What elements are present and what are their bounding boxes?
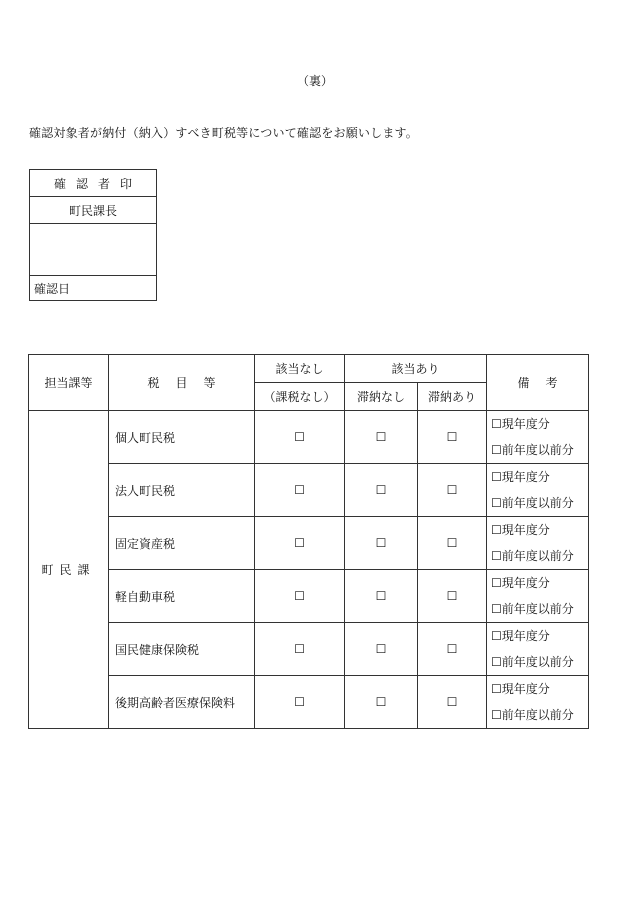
tax-name: 個人町民税 xyxy=(109,411,255,464)
no-arrears-checkbox[interactable]: ☐ xyxy=(345,464,418,517)
remarks-cell xyxy=(487,411,589,464)
not-applicable-checkbox[interactable]: ☐ xyxy=(255,623,345,676)
prior-years-checkbox[interactable]: ☐前年度以前分 xyxy=(491,655,574,669)
arrears-checkbox[interactable]: ☐ xyxy=(418,676,487,729)
intro-text: 確認対象者が納付（納入）すべき町税等について確認をお願いします。 xyxy=(29,126,418,140)
tax-name: 国民健康保険税 xyxy=(109,623,255,676)
header-no-arrears: 滞納なし xyxy=(345,383,418,411)
arrears-checkbox[interactable]: ☐ xyxy=(418,517,487,570)
remarks-cell xyxy=(487,623,589,676)
no-arrears-checkbox[interactable]: ☐ xyxy=(345,676,418,729)
department-cell: 町民課 xyxy=(29,411,109,729)
current-year-checkbox[interactable]: ☐現年度分 xyxy=(491,417,550,431)
not-applicable-checkbox[interactable]: ☐ xyxy=(255,517,345,570)
arrears-checkbox[interactable]: ☐ xyxy=(418,464,487,517)
current-year-checkbox[interactable]: ☐現年度分 xyxy=(491,682,550,696)
tax-name: 軽自動車税 xyxy=(109,570,255,623)
no-arrears-checkbox[interactable]: ☐ xyxy=(345,623,418,676)
remarks-cell xyxy=(487,517,589,570)
header-department: 担当課等 xyxy=(29,355,109,411)
prior-years-checkbox[interactable]: ☐前年度以前分 xyxy=(491,708,574,722)
header-remarks: 備考 xyxy=(487,355,589,411)
not-applicable-checkbox[interactable]: ☐ xyxy=(255,676,345,729)
tax-name: 固定資産税 xyxy=(109,517,255,570)
tax-status-table xyxy=(28,354,589,729)
table-row xyxy=(29,464,589,517)
header-applicable: 該当あり xyxy=(345,355,487,383)
tax-name: 法人町民税 xyxy=(109,464,255,517)
back-side-marker: （裏） xyxy=(296,74,333,88)
not-applicable-checkbox[interactable]: ☐ xyxy=(255,570,345,623)
header-arrears: 滞納あり xyxy=(418,383,487,411)
arrears-checkbox[interactable]: ☐ xyxy=(418,623,487,676)
current-year-checkbox[interactable]: ☐現年度分 xyxy=(491,470,550,484)
table-row xyxy=(29,623,589,676)
confirmer-stamp-box xyxy=(29,169,157,301)
current-year-checkbox[interactable]: ☐現年度分 xyxy=(491,523,550,537)
remarks-cell xyxy=(487,676,589,729)
current-year-checkbox[interactable]: ☐現年度分 xyxy=(491,629,550,643)
header-no-taxation: （課税なし） xyxy=(255,383,345,411)
table-row xyxy=(29,411,589,464)
not-applicable-checkbox[interactable]: ☐ xyxy=(255,411,345,464)
header-tax-item: 税目等 xyxy=(109,355,255,411)
arrears-checkbox[interactable]: ☐ xyxy=(418,570,487,623)
prior-years-checkbox[interactable]: ☐前年度以前分 xyxy=(491,602,574,616)
remarks-cell xyxy=(487,464,589,517)
prior-years-checkbox[interactable]: ☐前年度以前分 xyxy=(491,443,574,457)
remarks-cell xyxy=(487,570,589,623)
arrears-checkbox[interactable]: ☐ xyxy=(418,411,487,464)
not-applicable-checkbox[interactable]: ☐ xyxy=(255,464,345,517)
no-arrears-checkbox[interactable]: ☐ xyxy=(345,517,418,570)
no-arrears-checkbox[interactable]: ☐ xyxy=(345,411,418,464)
current-year-checkbox[interactable]: ☐現年度分 xyxy=(491,576,550,590)
table-row xyxy=(29,676,589,729)
confirmation-date-label: 確認日 xyxy=(30,276,157,301)
section-chief-label: 町民課長 xyxy=(30,197,157,224)
prior-years-checkbox[interactable]: ☐前年度以前分 xyxy=(491,496,574,510)
header-not-applicable: 該当なし xyxy=(255,355,345,383)
table-row xyxy=(29,517,589,570)
table-row xyxy=(29,570,589,623)
confirmer-seal-header: 確認者印 xyxy=(30,170,157,197)
no-arrears-checkbox[interactable]: ☐ xyxy=(345,570,418,623)
prior-years-checkbox[interactable]: ☐前年度以前分 xyxy=(491,549,574,563)
tax-name: 後期高齢者医療保険料 xyxy=(109,676,255,729)
seal-area[interactable] xyxy=(30,224,157,276)
